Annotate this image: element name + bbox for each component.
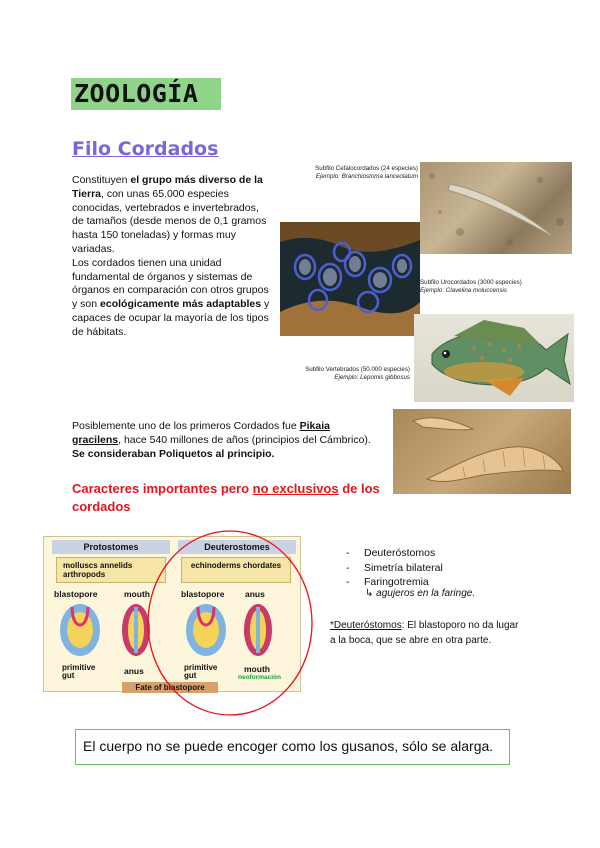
pikaia-bold: Se consideraban Poliquetos al principio. — [72, 447, 275, 460]
heading-underlined: no exclusivos — [252, 481, 339, 496]
proto-header: Protostomes — [52, 540, 170, 554]
pikaia-text-1: Posiblemente uno de los primeros Cordados fue — [72, 420, 300, 432]
deuterostome-note — [330, 618, 520, 648]
pikaia-paragraph — [72, 420, 372, 461]
section-subtitle: Filo Cordados — [72, 138, 219, 160]
primitive-gut-right-label: primitive gut — [184, 663, 218, 680]
intro-text-4: y capaces de ocupar la mayoría de los tipos de hábitats. — [72, 298, 270, 338]
deutero-groups: echinoderms chordates — [181, 557, 291, 583]
page-title: ZOOLOGÍA — [71, 78, 221, 110]
verte-example: Ejemplo: Lepomis gibbosus — [334, 373, 410, 381]
heading-text-1: Caracteres importantes pero — [72, 481, 253, 496]
verte-title: Subfilo Vertebrados (50.000 especies) — [305, 366, 410, 373]
fish-photo — [414, 314, 574, 402]
intro-paragraph — [72, 174, 272, 340]
intro-bold-1: el grupo más diverso de la Tierra — [72, 174, 263, 200]
intro-bold-2: ecológicamente más adaptables — [100, 298, 262, 311]
feature-item: - Faringotremia — [346, 575, 443, 590]
pikaia-illustration — [393, 409, 571, 494]
cefalo-title: Subfilo Cefalocordados (24 especies) — [315, 165, 418, 172]
pikaia-text-2: , hace 540 millones de años (principios del Cámbrico). — [118, 433, 371, 446]
cefalo-caption — [278, 165, 418, 180]
tunicate-photo — [280, 222, 420, 336]
characters-heading — [72, 480, 392, 516]
features-list — [346, 546, 443, 590]
deutero-header: Deuterostomes — [178, 540, 296, 554]
blastopore-right-label: blastopore — [181, 589, 225, 599]
neoformacion-label: neoformación — [238, 674, 281, 681]
verte-caption — [270, 366, 410, 381]
anus-left-label: anus — [124, 666, 144, 676]
note-text: : El blastoporo no da lugar a la boca, que se abre en otra parte. — [330, 620, 519, 646]
lancelet-photo — [420, 162, 572, 254]
uro-title: Subfilo Urocordados (3000 especies) — [420, 279, 522, 286]
diagram-footer: Fate of blastopore — [122, 682, 218, 693]
primitive-gut-left-label: primitive gut — [62, 663, 96, 680]
proto-groups: molluscs annelids arthropods — [56, 557, 166, 583]
proto-gastrula-icon — [60, 604, 100, 656]
body-note-box: El cuerpo no se puede encoger como los gusanos, sólo se alarga. — [75, 729, 510, 765]
mouth-right-label: mouth — [244, 664, 270, 674]
uro-caption — [420, 279, 560, 294]
intro-text-1: Constituyen — [72, 174, 131, 186]
anus-right-label: anus — [245, 589, 265, 599]
intro-text-3: Los cordados tienen una unidad fundamental de órganos y sistemas de órganos en comparación con otros grupos y son — [72, 256, 269, 311]
pikaia-species: Pikaia gracilens — [72, 420, 330, 446]
heading-text-2: de los cordados — [72, 481, 380, 514]
feature-item: - Simetría bilateral — [346, 561, 443, 576]
uro-example: Ejemplo: Clavelina moluccensis — [420, 286, 508, 294]
feature-item: - Deuteróstomos — [346, 546, 443, 561]
features-sub-note: ↳ agujeros en la faringe. — [365, 588, 476, 599]
intro-text-2: , con unas 65.000 especies conocidas, vertebrados e invertebrados, de tamaños (desde menos de 0,1 gramos hasta 150 toneladas) y formas muy variadas. — [72, 187, 267, 255]
red-circle-annotation — [140, 525, 320, 721]
blastopore-left-label: blastopore — [54, 589, 98, 599]
note-term: *Deuteróstomos — [330, 620, 402, 631]
cefalo-example: Ejemplo: Branchiostoma lanceolatum — [315, 172, 418, 180]
mouth-left-label: mouth — [124, 589, 150, 599]
